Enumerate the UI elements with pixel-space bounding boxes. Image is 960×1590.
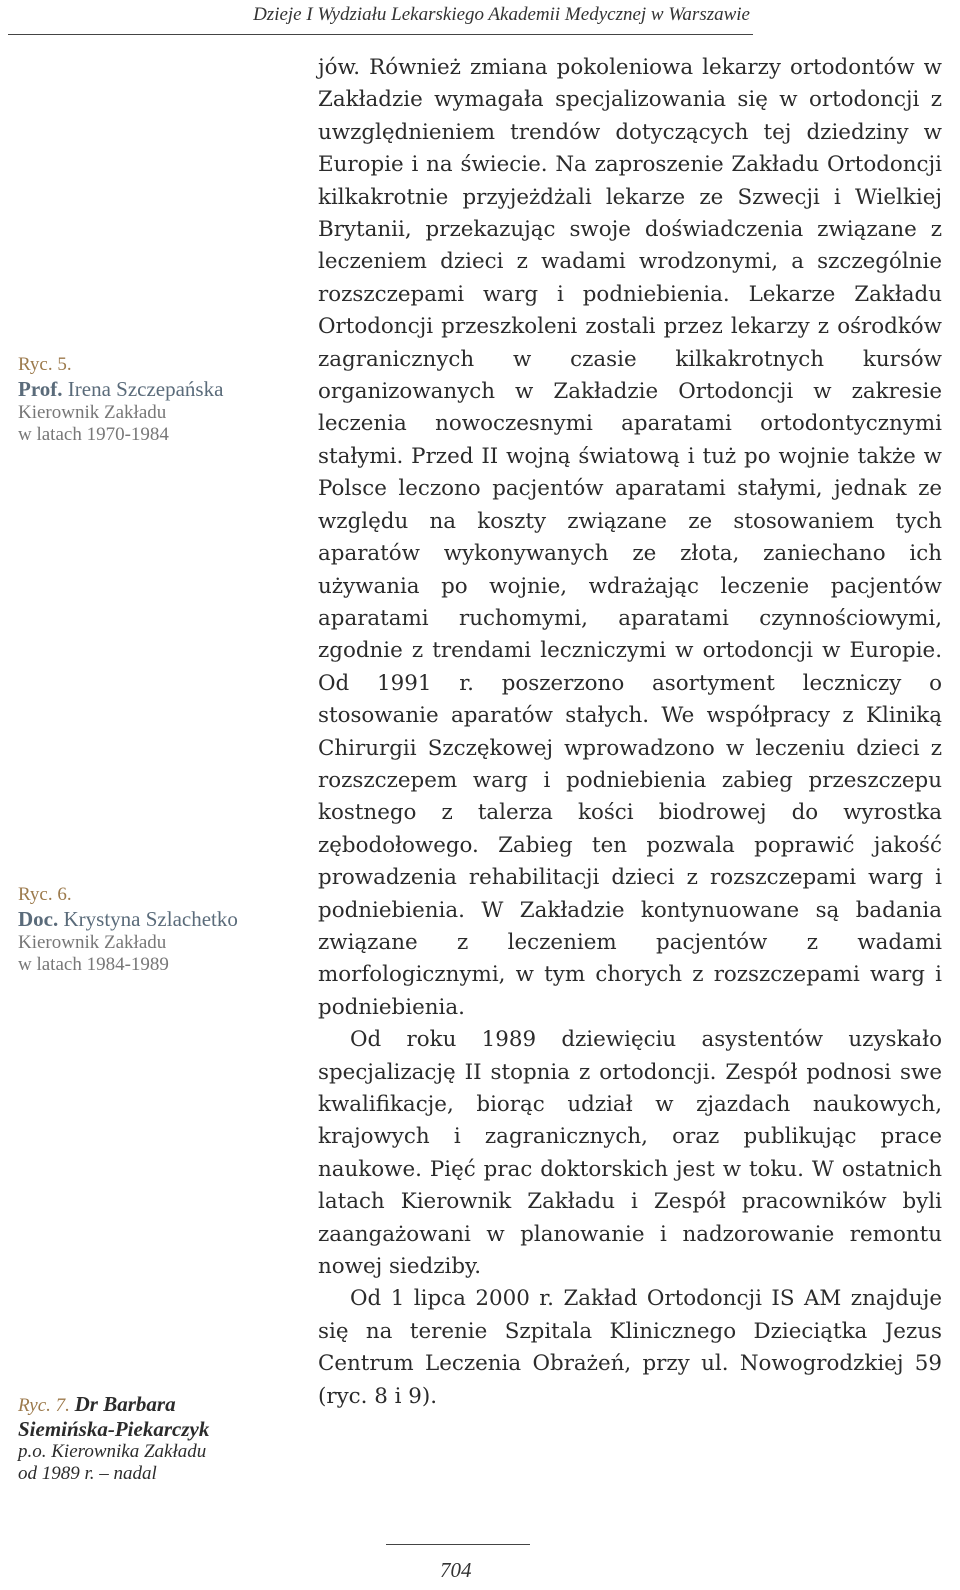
caption-person: Krystyna Szlachetko (63, 907, 238, 931)
caption-ref: Ryc. 6. (18, 884, 72, 905)
caption-person: Irena Szczepańska (67, 377, 224, 401)
caption-title: Doc. (18, 907, 59, 931)
caption-ref: Ryc. 7. (18, 1395, 70, 1416)
caption-role: Kierownik Zakładu (18, 932, 167, 953)
running-title: Dzieje I Wydziału Lekarskiego Akademii Medycznej w Warszawie (253, 4, 750, 25)
caption-role: Kierownik Zakładu (18, 402, 167, 423)
caption-ryc-7 (18, 1393, 308, 1485)
caption-ryc-6 (18, 884, 308, 976)
caption-name (18, 906, 308, 932)
footer-rule (386, 1544, 530, 1545)
caption-title: Prof. (18, 377, 63, 401)
caption-years: w latach 1984-1989 (18, 954, 169, 975)
caption-name-line2: Siemińska-Piekarczyk (18, 1417, 210, 1441)
caption-years: w latach 1970-1984 (18, 424, 169, 445)
running-header (0, 0, 960, 36)
page-footer (0, 1540, 960, 1590)
caption-name-line1: Dr Barbara (74, 1392, 176, 1416)
caption-ref: Ryc. 5. (18, 354, 72, 375)
caption-years: od 1989 r. – nadal (18, 1463, 157, 1484)
page-number: 704 (440, 1558, 472, 1582)
body-text (318, 52, 942, 1413)
caption-ryc-5 (18, 354, 308, 446)
body-paragraph: Od roku 1989 dziewięciu asystentów uzyskało specjalizację II stopnia z ortodoncji. Zespół podnosi swe kwalifikacje, biorąc udział w zjazdach naukowych, krajowych i zagranicznych, oraz publikując prace naukowe. Pięć prac doktorskich jest w toku. W ostatnich latach Kierownik Zakładu i Zespół pracowników byli zaangażowani w planowanie i nadzorowanie remontu nowej siedziby. (318, 1027, 942, 1280)
body-paragraph: Od 1 lipca 2000 r. Zakład Ortodoncji IS AM znajduje się na terenie Szpitala Klinicznego Dzieciątka Jezus Centrum Leczenia Obrażeń, przy ul. Nowogrodzkiej 59 (ryc. 8 i 9). (318, 1286, 942, 1409)
caption-name (18, 376, 308, 402)
caption-role: p.o. Kierownika Zakładu (18, 1441, 207, 1462)
header-rule (8, 34, 753, 35)
body-paragraph: jów. Również zmiana pokoleniowa lekarzy ortodontów w Zakładzie wymagała specjalizowania się w ortodoncji z uwzględnieniem trendów dotyczących tej dziedziny w Europie i na świecie. Na zaproszenie Zakładu Ortodoncji kilkakrotnie przyjeżdżali lekarze ze Szwecji i Wielkiej Brytanii, przekazując swoje doświadczenia związane z leczeniem dzieci z wadami wrodzonymi, a szczególnie rozszczepami warg i podniebienia. Lekarze Zakładu Ortodoncji przeszkoleni zostali przez lekarzy z ośrodków zagranicznych w czasie kilkakrotnych kursów organizowanych w Zakładzie Ortodoncji w zakresie leczenia nowoczesnymi aparatami ortodontycznymi stałymi. Przed II wojną światową i tuż po wojnie także w Polsce leczono pacjentów aparatami stałymi, jednak ze względu na koszty związane ze stosowaniem tych aparatów wykonywanych ze złota, zaniechano ich używania po wojnie, wdrażając leczenie pacjentów aparatami ruchomymi, aparatami czynnościowymi, zgodnie z trendami leczniczymi w ortodoncji w Europie. Od 1991 r. poszerzono asortyment leczniczy o stosowanie aparatów stałych. We współpracy z Kliniką Chirurgii Szczękowej wprowadzono w leczeniu dzieci z rozszczepem warg i podniebienia zabieg przeszczepu kostnego z talerza kości biodrowej do wyrostka zębodołowego. Zabieg ten pozwala poprawić jakość prowadzenia rehabilitacji dzieci z rozszczepami warg i podniebienia. W Zakładzie kontynuowane są badania związane z leczeniem pacjentów z wadami morfologicznymi, w tym chorych z rozszczepami warg i podniebienia. (318, 55, 942, 1020)
